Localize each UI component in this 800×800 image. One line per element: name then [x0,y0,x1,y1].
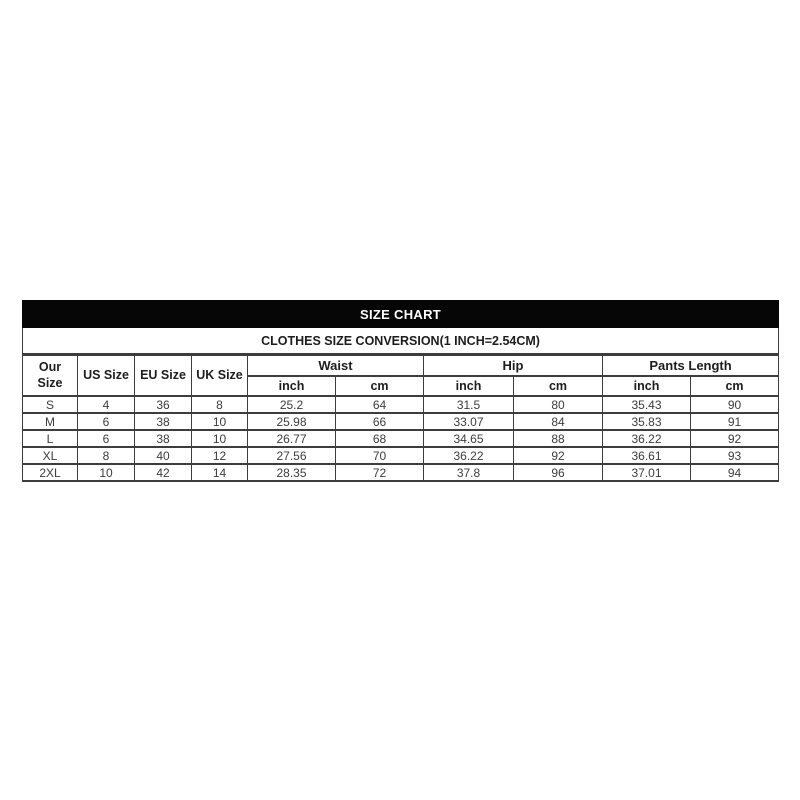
table-cell: 2XL [23,464,78,481]
table-cell: 27.56 [248,447,336,464]
table-cell: 68 [336,430,424,447]
table-cell: 80 [514,396,603,413]
table-cell: 36 [135,396,192,413]
size-table [22,300,779,482]
table-cell: 93 [691,447,779,464]
table-cell: 84 [514,413,603,430]
subheader-pants-cm: cm [691,376,779,396]
table-cell: 96 [514,464,603,481]
table-cell: 92 [514,447,603,464]
table-cell: 26.77 [248,430,336,447]
col-header-our-size: Our Size [23,355,78,397]
group-header-row [23,355,779,377]
table-cell: XL [23,447,78,464]
table-cell: 38 [135,413,192,430]
table-cell: 6 [78,430,135,447]
table-cell: 36.22 [603,430,691,447]
table-row [23,430,779,447]
table-cell: 66 [336,413,424,430]
table-cell: 25.98 [248,413,336,430]
title-bar-row [23,301,779,327]
table-cell: 10 [192,430,248,447]
table-cell: 90 [691,396,779,413]
subheader-pants-inch: inch [603,376,691,396]
size-table-body [23,396,779,481]
table-cell: 31.5 [424,396,514,413]
subheader-waist-cm: cm [336,376,424,396]
table-cell: 8 [78,447,135,464]
table-cell: 6 [78,413,135,430]
table-cell: 40 [135,447,192,464]
table-cell: 35.43 [603,396,691,413]
table-cell: 4 [78,396,135,413]
table-cell: 37.8 [424,464,514,481]
table-row [23,413,779,430]
table-cell: 25.2 [248,396,336,413]
subtitle-row [23,327,779,355]
table-cell: 91 [691,413,779,430]
col-header-uk-size: UK Size [192,355,248,397]
table-cell: 10 [78,464,135,481]
table-cell: 72 [336,464,424,481]
table-cell: 36.22 [424,447,514,464]
table-cell: 64 [336,396,424,413]
subheader-waist-inch: inch [248,376,336,396]
col-header-us-size: US Size [78,355,135,397]
table-cell: 28.35 [248,464,336,481]
table-cell: 38 [135,430,192,447]
table-cell: 92 [691,430,779,447]
table-cell: 33.07 [424,413,514,430]
table-cell: S [23,396,78,413]
table-cell: 88 [514,430,603,447]
table-row [23,396,779,413]
size-chart-table [22,300,778,482]
group-header-hip: Hip [424,355,603,377]
table-subtitle: CLOTHES SIZE CONVERSION(1 INCH=2.54CM) [23,327,779,355]
table-cell: 34.65 [424,430,514,447]
subheader-hip-inch: inch [424,376,514,396]
table-cell: 10 [192,413,248,430]
table-cell: 70 [336,447,424,464]
table-cell: 8 [192,396,248,413]
table-cell: M [23,413,78,430]
table-cell: 42 [135,464,192,481]
group-header-waist: Waist [248,355,424,377]
subheader-hip-cm: cm [514,376,603,396]
table-cell: 14 [192,464,248,481]
table-cell: 94 [691,464,779,481]
table-row [23,464,779,481]
group-header-pants-length: Pants Length [603,355,779,377]
table-cell: 12 [192,447,248,464]
col-header-eu-size: EU Size [135,355,192,397]
table-cell: L [23,430,78,447]
table-cell: 35.83 [603,413,691,430]
table-cell: 37.01 [603,464,691,481]
table-title: SIZE CHART [23,301,779,327]
table-cell: 36.61 [603,447,691,464]
table-row [23,447,779,464]
